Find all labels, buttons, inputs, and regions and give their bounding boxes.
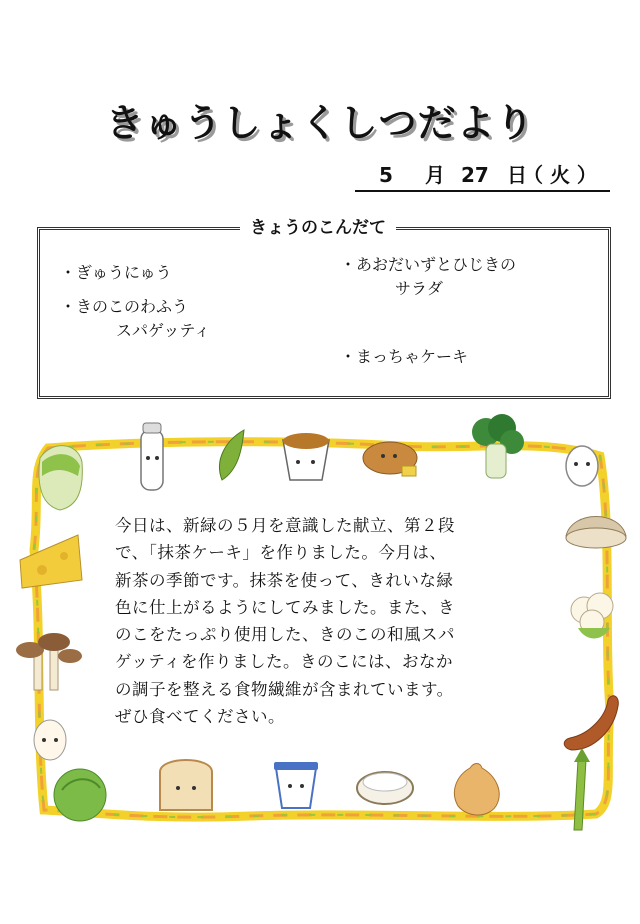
menu-heading: きょうのこんだて — [240, 216, 396, 240]
message-text — [115, 512, 535, 730]
newsletter-title: きゅうしょくしつだより — [105, 101, 535, 145]
menu-item-pasta: ・きのこのわふう — [60, 297, 189, 316]
message-line: 今日は、新緑の５月を意識した献立、第２段 — [115, 516, 455, 535]
cauliflower-icon — [571, 593, 613, 639]
message-line: ぜひ食べてください。 — [115, 707, 285, 727]
date-line — [355, 160, 610, 192]
message-line: ゲッティを作りました。きのこには、おなか — [115, 652, 454, 672]
date-weekday: （ 火 ） — [523, 163, 597, 187]
egg-icon — [566, 446, 598, 486]
date-month: 5 — [379, 163, 393, 187]
menu-item-salad-cont: サラダ — [395, 279, 443, 298]
date-day: 27 — [461, 163, 489, 187]
clam-icon — [566, 517, 626, 549]
toast-icon — [160, 760, 212, 810]
message-line: のこをたっぷり使用した、きのこの和風スパ — [115, 625, 455, 645]
date-day-unit: 日 — [507, 163, 527, 187]
message-line: の調子を整える食物繊維が含まれています。 — [115, 679, 454, 699]
message-line: 色に仕上がるようにしてみました。また、き — [115, 597, 455, 617]
cabbage-icon — [54, 769, 106, 821]
menu-item-salad: ・あおだいずとひじきの — [340, 255, 517, 274]
rice-bowl-icon — [357, 772, 413, 804]
bread-roll-icon — [363, 442, 417, 476]
quail-egg-icon — [34, 720, 66, 760]
menu-item-cake: ・まっちゃケーキ — [340, 347, 469, 366]
cheese-icon — [20, 535, 82, 588]
milk-bottle-icon — [141, 423, 163, 490]
onion-icon — [454, 764, 499, 816]
date-month-unit: 月 — [425, 163, 445, 187]
chinese-cabbage-icon — [39, 446, 82, 510]
message-line: 新茶の季節です。抹茶を使って、きれいな緑 — [115, 570, 454, 590]
natto-icon — [283, 433, 329, 480]
shimeji-mushroom-icon — [16, 633, 82, 690]
menu-item-milk: ・ぎゅうにゅう — [60, 263, 172, 282]
menu-item-pasta-cont: スパゲッティ — [116, 321, 211, 340]
message-line: で、「抹茶ケーキ」を作りました。今月は、 — [115, 543, 447, 563]
yogurt-icon — [274, 762, 318, 808]
